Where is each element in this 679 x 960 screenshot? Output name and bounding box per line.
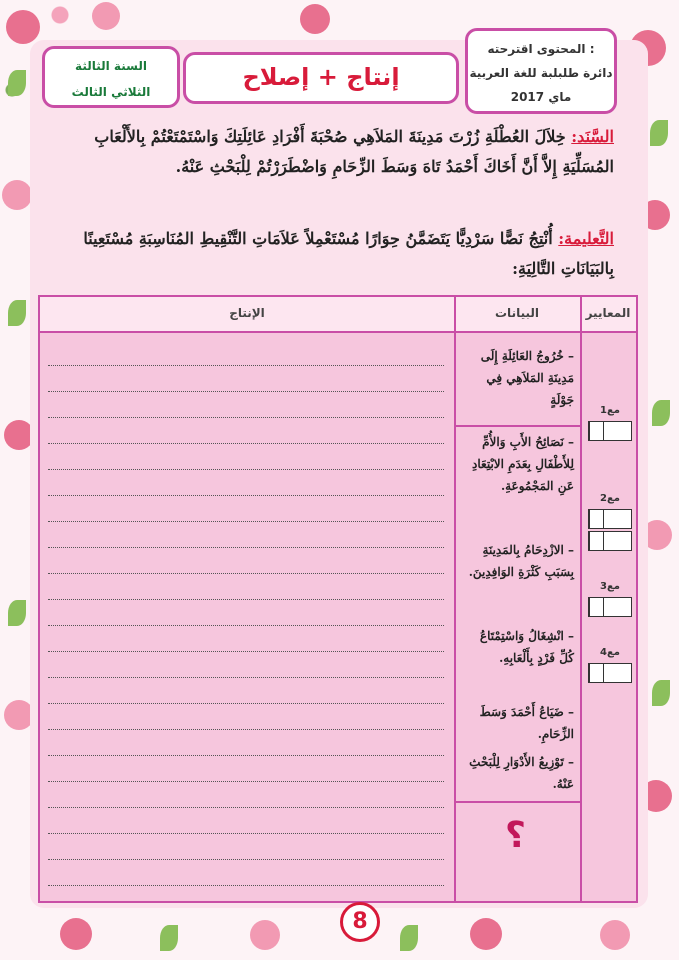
data-item-2: – نَصَائِحُ الأَبِ وَالأُمِّ لِلأَطْفَالِ بِعَدَمِ الابْتِعَادِ عَنِ المَجْمُوعَةِ.: [472, 435, 574, 493]
proposal-line-2: دائرة طلبلبة للغة العربية: [469, 66, 613, 80]
flower-decoration: [300, 4, 330, 34]
sanad-label: السَّنَد:: [571, 127, 614, 146]
data-item-5: – ضَيَاعُ أَحْمَدَ وَسَطَ الزِّحَامِ.: [479, 705, 574, 741]
level-box: [42, 46, 180, 108]
page-title: إنتاج + إصلاح: [183, 52, 459, 104]
criterion-2-label: مع2: [600, 493, 620, 504]
criterion-4-label: مع4: [600, 647, 620, 658]
instruction-paragraph: [42, 224, 614, 284]
criterion-2-scores[interactable]: [588, 531, 632, 551]
flower-decoration: [600, 920, 630, 950]
page-number: 8: [340, 902, 380, 942]
criterion-3-scores[interactable]: [588, 597, 632, 617]
data-divider: [456, 425, 580, 427]
criterion-2-scores[interactable]: [588, 509, 632, 529]
flower-decoration: [60, 918, 92, 950]
proposal-box: [465, 28, 617, 114]
sanad-text: خِلاَلَ العُطْلَةِ زُرْتَ مَدِينَةَ المَلاَهِي صُحْبَةَ أَفْرَادِ عَائِلَتِكَ وَاسْتَمْتَعْتُمْ بِالأَلْعَابِ المُسَلِّيَةِ إِلاَّ أَنَّ أَخَاكَ أَحْمَدُ تَاهَ وَسَطَ الزِّحَامِ وَاضْطَرَرْتُمْ لِلْبَحْثِ عَنْهُ.: [94, 127, 614, 176]
leaf-decoration: [160, 925, 178, 951]
leaf-decoration: [400, 925, 418, 951]
column-divider: [454, 297, 456, 901]
data-item-3: – الازْدِحَامُ بِالمَدِينَةِ بِسَبَبِ كَثْرَةِ الوَافِدِينَ.: [468, 543, 574, 579]
leaf-decoration: [650, 120, 668, 146]
flower-decoration: [2, 180, 32, 210]
question-mark: ؟: [505, 815, 526, 856]
writing-area[interactable]: [40, 333, 452, 901]
leaf-decoration: [8, 70, 26, 96]
leaf-decoration: [8, 300, 26, 326]
flower-decoration: [470, 918, 502, 950]
data-divider: [456, 801, 580, 803]
proposal-line-1: المحتوى اقترحته :: [487, 42, 595, 56]
production-table: [38, 295, 638, 903]
leaf-decoration: [652, 400, 670, 426]
data-item-1: – خُرُوجُ العَائِلَةِ إِلَى مَدِينَةِ المَلاَهِي فِي جَوْلَةٍ: [480, 349, 574, 407]
column-divider: [580, 297, 582, 901]
sanad-paragraph: [42, 122, 614, 182]
data-header: البيانات: [454, 297, 580, 333]
leaf-decoration: [652, 680, 670, 706]
instruction-label: التَّعليمة:: [558, 229, 614, 248]
level-term: الثلاثي الثالث: [71, 85, 151, 99]
criterion-4-scores[interactable]: [588, 663, 632, 683]
proposal-date: ماي 2017: [510, 90, 572, 104]
flower-decoration: [6, 10, 40, 44]
instruction-text: أُنْتِجُ نَصًّا سَرْدِيًّا يَتَضَمَّنُ حِوَارًا مُسْتَعْمِلاً عَلاَمَاتِ التَّنْقِيطِ المُنَاسِبَةِ مُسْتَعِينًا بِالبَيَانَاتِ التَّالِيَةِ:: [83, 229, 614, 278]
criteria-header: المعايير: [580, 297, 636, 333]
criterion-3-label: مع3: [600, 581, 620, 592]
flower-decoration: [250, 920, 280, 950]
criterion-1-scores[interactable]: [588, 421, 632, 441]
data-item-6: – تَوْزِيعُ الأَدْوَارِ لِلْبَحْثِ عَنْهُ.: [469, 755, 574, 791]
level-year: السنة الثالثة: [75, 59, 147, 73]
production-header: الإنتاج: [40, 297, 454, 333]
data-item-4: – انْشِغَالُ وَاسْتِمْتَاعُ كُلِّ فَرْدٍ بِأَلْعَابِهِ.: [479, 629, 574, 665]
flower-decoration: [92, 2, 120, 30]
leaf-decoration: [8, 600, 26, 626]
criterion-1-label: مع1: [600, 405, 620, 416]
